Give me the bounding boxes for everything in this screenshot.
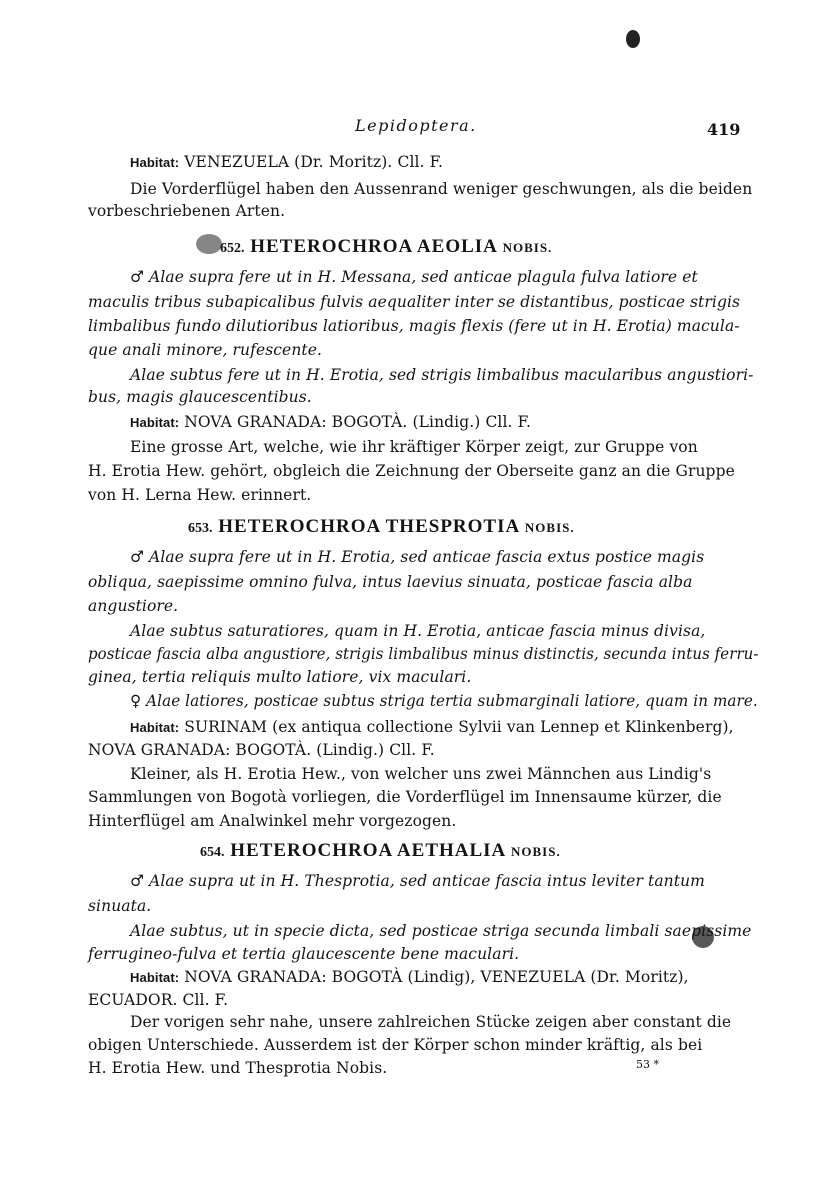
description-line: ferrugineo-fulva et tertia glaucescente bene maculari. — [88, 945, 520, 963]
body-text: obigen Unterschiede. Ausserdem ist der Körper schon minder kräftig, als bei — [88, 1036, 703, 1054]
description-line: angustiore. — [88, 597, 179, 615]
species-number: 652. — [220, 241, 245, 256]
underside-description: Alae subtus saturatiores, quam in H. Erotia, anticae fascia minus divisa, — [130, 622, 706, 640]
habitat-label: Habitat: — [130, 720, 180, 735]
habitat-text: NOVA GRANADA: BOGOTÀ. (Lindig.) Cll. F. — [184, 413, 532, 431]
running-head: Lepidoptera. — [355, 116, 477, 135]
habitat-text: SURINAM (ex antiqua collectione Sylvii van Lennep et Klinkenberg), — [184, 718, 734, 736]
species-heading — [200, 840, 561, 862]
male-description: ♂ Alae supra fere ut in H. Erotia, sed anticae fascia extus postice magis — [130, 548, 705, 566]
habitat-line — [130, 413, 531, 432]
description-line: limbalibus fundo dilutioribus latioribus, magis flexis (fere ut in H. Erotia) macula- — [88, 317, 740, 335]
description-line: que anali minore, rufescente. — [88, 341, 323, 359]
species-author: NOBIS. — [524, 520, 575, 535]
underside-description: Alae subtus, ut in specie dicta, sed posticae striga secunda limbali saepissime — [130, 922, 752, 940]
ink-spot — [196, 234, 222, 254]
habitat-line — [130, 968, 689, 987]
female-symbol: ♀ — [130, 692, 142, 710]
body-text: Kleiner, als H. Erotia Hew., von welcher uns zwei Männchen aus Lindig's — [130, 765, 712, 783]
habitat-text: NOVA GRANADA: BOGOTÀ (Lindig), VENEZUELA (Dr. Moritz), — [184, 968, 689, 986]
body-text: H. Erotia Hew. und Thesprotia Nobis. — [88, 1059, 388, 1077]
body-text: Die Vorderflügel haben den Aussenrand weniger geschwungen, als die beiden — [130, 180, 753, 198]
printer-signature: 53 * — [636, 1058, 659, 1071]
description-line: posticae fascia alba angustiore, strigis limbalibus minus distinctis, secunda intus ferru- — [88, 645, 759, 663]
male-symbol: ♂ — [130, 872, 144, 890]
underside-description: Alae subtus fere ut in H. Erotia, sed strigis limbalibus macularibus angustiori- — [130, 366, 754, 384]
body-text: von H. Lerna Hew. erinnert. — [88, 486, 312, 504]
description-line: ginea, tertia reliquis multo latiore, vix maculari. — [88, 668, 472, 686]
species-author: NOBIS. — [502, 240, 553, 255]
body-text: Sammlungen von Bogotà vorliegen, die Vorderflügel im Innensaume kürzer, die — [88, 788, 722, 806]
male-description: ♂ Alae supra ut in H. Thesprotia, sed anticae fascia intus leviter tantum — [130, 872, 705, 890]
habitat-label: Habitat: — [130, 415, 180, 430]
species-heading — [220, 236, 552, 258]
habitat-text: VENEZUELA (Dr. Moritz). Cll. F. — [184, 153, 444, 171]
body-text: Hinterflügel am Analwinkel mehr vorgezogen. — [88, 812, 457, 830]
body-text: vorbeschriebenen Arten. — [88, 202, 286, 220]
body-text: Eine grosse Art, welche, wie ihr kräftiger Körper zeigt, zur Gruppe von — [130, 438, 698, 456]
habitat-label: Habitat: — [130, 155, 180, 170]
description-line: maculis tribus subapicalibus fulvis aequaliter inter se distantibus, posticae strigis — [88, 293, 741, 311]
body-text: Der vorigen sehr nahe, unsere zahlreichen Stücke zeigen aber constant die — [130, 1013, 732, 1031]
habitat-text: ECUADOR. Cll. F. — [88, 991, 229, 1009]
species-name: HETEROCHROA AETHALIA — [230, 840, 506, 861]
species-number: 653. — [188, 521, 213, 536]
habitat-line — [130, 153, 443, 172]
habitat-text: NOVA GRANADA: BOGOTÀ. (Lindig.) Cll. F. — [88, 741, 435, 759]
male-description: ♂ Alae supra fere ut in H. Messana, sed anticae plagula fulva latiore et — [130, 268, 698, 286]
habitat-line — [130, 718, 734, 737]
page-number: 419 — [707, 120, 741, 139]
ink-spot — [626, 30, 640, 48]
female-description: ♀ Alae latiores, posticae subtus striga tertia submarginali latiore, quam in mare. — [130, 692, 758, 710]
species-name: HETEROCHROA AEOLIA — [250, 236, 497, 257]
male-symbol: ♂ — [130, 548, 144, 566]
habitat-label: Habitat: — [130, 970, 180, 985]
species-author: NOBIS. — [510, 844, 561, 859]
description-line: sinuata. — [88, 897, 152, 915]
male-symbol: ♂ — [130, 268, 144, 286]
species-heading — [188, 516, 575, 538]
description-line: obliqua, saepissime omnino fulva, intus laevius sinuata, posticae fascia alba — [88, 573, 693, 591]
species-name: HETEROCHROA THESPROTIA — [218, 516, 520, 537]
species-number: 654. — [200, 845, 225, 860]
body-text: H. Erotia Hew. gehört, obgleich die Zeichnung der Oberseite ganz an die Gruppe — [88, 462, 735, 480]
description-line: bus, magis glaucescentibus. — [88, 388, 312, 406]
